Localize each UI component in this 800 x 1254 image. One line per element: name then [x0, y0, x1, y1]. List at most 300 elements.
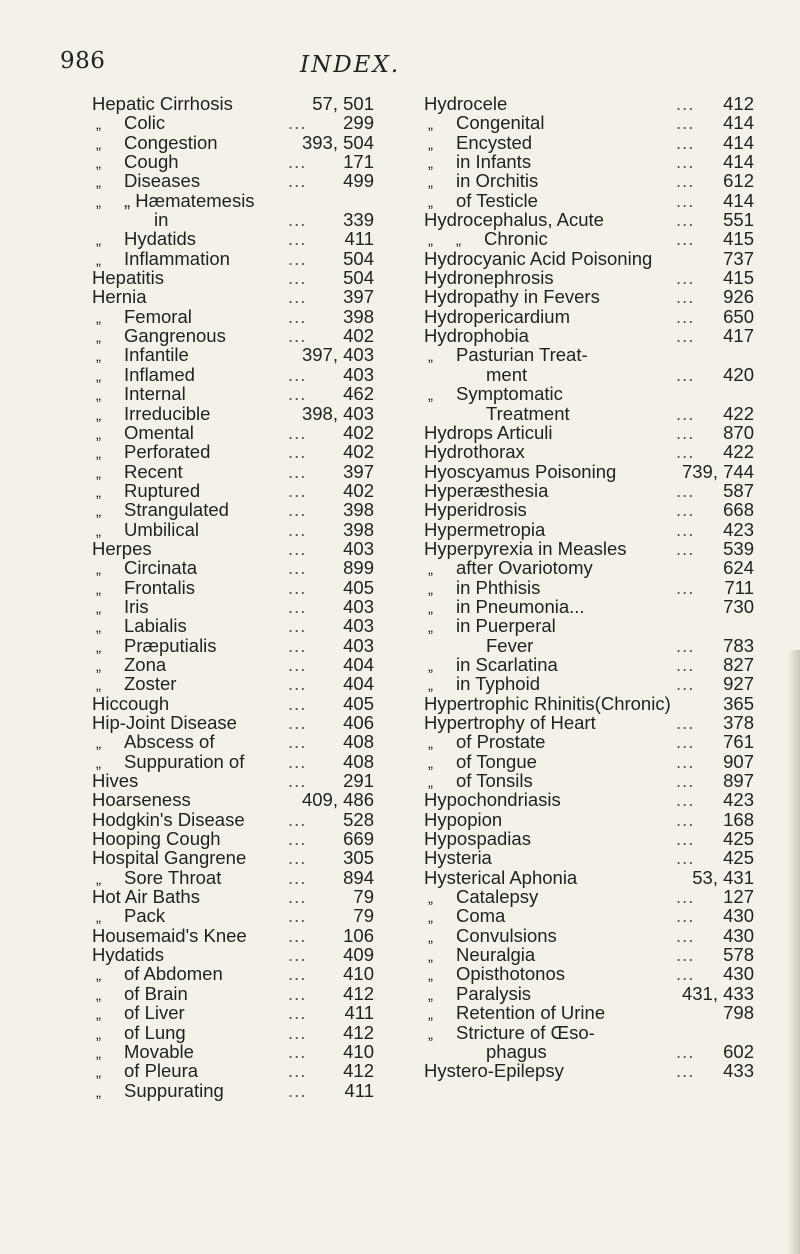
leader-dots: ... — [288, 325, 307, 347]
index-pages: 398 — [343, 518, 374, 540]
leader-dots: ... — [676, 576, 695, 598]
index-pages: 761 — [723, 731, 754, 753]
ditto-mark: „ — [96, 599, 101, 617]
index-pages: 783 — [723, 634, 754, 656]
index-pages: 739, 744 — [681, 460, 754, 482]
leader-dots: ... — [288, 112, 307, 134]
index-pages: 414 — [723, 112, 754, 134]
index-entry — [424, 810, 754, 829]
ditto-mark: „ — [428, 909, 433, 927]
ditto-mark: „ — [96, 735, 101, 753]
ditto-mark: „ — [428, 754, 433, 772]
index-term-text: Hot Air Baths — [92, 886, 200, 908]
index-pages: 404 — [343, 653, 374, 675]
index-term-text: Hystero-Epilepsy — [424, 1060, 564, 1082]
index-term-text: Hepatitis — [92, 267, 164, 289]
index-term-text: Paralysis — [456, 982, 532, 1004]
ditto-mark: „ — [96, 425, 101, 443]
leader-dots: ... — [288, 692, 307, 714]
leader-dots: ... — [676, 750, 695, 772]
index-term — [424, 307, 570, 326]
index-term-text: in Pneumonia... — [456, 595, 585, 617]
index-term — [92, 945, 164, 964]
index-pages: 425 — [723, 847, 754, 869]
index-entry — [424, 655, 754, 674]
index-entry — [92, 732, 374, 751]
index-entry — [424, 984, 754, 1003]
leader-dots: ... — [676, 170, 695, 192]
index-pages: 171 — [343, 151, 374, 173]
index-entry — [424, 868, 754, 887]
index-term — [424, 442, 525, 461]
index-pages: 397 — [343, 460, 374, 482]
index-entry — [92, 558, 374, 577]
leader-dots: ... — [676, 924, 695, 946]
ditto-mark: „ — [428, 774, 433, 792]
index-term-text: „ Hæmatemesis — [124, 189, 255, 211]
index-term-text: after Ovariotomy — [456, 557, 593, 579]
index-entry — [92, 713, 374, 732]
index-term — [424, 810, 502, 829]
index-term — [92, 694, 169, 713]
index-term — [424, 210, 604, 229]
index-term-text: Diseases — [124, 170, 201, 192]
index-term-text: Hypospadias — [424, 828, 531, 850]
index-entry — [92, 636, 374, 655]
ditto-mark: „ — [96, 503, 101, 521]
index-pages: 431, 433 — [681, 982, 754, 1004]
leader-dots: ... — [676, 209, 695, 231]
index-pages: 365 — [723, 692, 754, 714]
index-pages: 420 — [723, 363, 754, 385]
index-term-text: Hydrothorax — [424, 441, 525, 463]
index-pages: 528 — [343, 808, 374, 830]
leader-dots: ... — [288, 595, 307, 617]
index-term — [96, 1081, 224, 1102]
index-entry — [424, 732, 754, 751]
index-term — [96, 210, 168, 229]
index-term-text: Hydrophobia — [424, 325, 529, 347]
index-term-text: Coma — [456, 905, 506, 927]
index-entry — [424, 578, 754, 597]
index-term-text: in Typhoid — [456, 673, 540, 695]
leader-dots: ... — [676, 731, 695, 753]
index-pages: 430 — [723, 963, 754, 985]
ditto-mark: „ — [96, 561, 101, 579]
index-entry — [92, 481, 374, 500]
ditto-mark: „ — [96, 464, 101, 482]
index-entry — [92, 887, 374, 906]
index-term-text: Frontalis — [124, 576, 195, 598]
index-entry — [424, 1003, 754, 1022]
index-column-right — [424, 94, 754, 1081]
index-entry — [92, 984, 374, 1003]
index-pages: 412 — [343, 982, 374, 1004]
index-entry — [424, 191, 754, 210]
leader-dots: ... — [676, 151, 695, 173]
index-pages: 405 — [343, 576, 374, 598]
index-term-text: of Prostate — [456, 731, 546, 753]
index-term-text: of Brain — [124, 982, 188, 1004]
index-entry — [92, 790, 374, 809]
ditto-mark: „ — [428, 1025, 433, 1043]
index-pages: 378 — [723, 712, 754, 733]
index-entry — [92, 133, 374, 152]
index-entry — [424, 1023, 754, 1042]
page-title: INDEX. — [300, 52, 401, 78]
leader-dots: ... — [676, 112, 695, 134]
index-pages: 339 — [343, 209, 374, 231]
index-term-text: Labialis — [124, 615, 187, 637]
index-entry — [424, 442, 754, 461]
index-pages: 412 — [723, 93, 754, 114]
index-term-text: Hyperæsthesia — [424, 479, 549, 501]
index-term-text: Encysted — [456, 131, 533, 153]
index-entry — [424, 249, 754, 268]
index-pages: 393, 504 — [301, 131, 374, 153]
leader-dots: ... — [288, 151, 307, 173]
index-pages: 106 — [343, 924, 374, 946]
ditto-mark: „ — [428, 967, 433, 985]
index-pages: 730 — [723, 595, 754, 617]
index-pages: 504 — [343, 247, 374, 269]
index-term — [92, 926, 247, 945]
index-pages: 168 — [723, 808, 754, 830]
index-pages: 412 — [343, 1060, 374, 1082]
index-term — [424, 1061, 564, 1080]
index-entry — [92, 810, 374, 829]
leader-dots: ... — [676, 93, 695, 114]
index-entry — [424, 752, 754, 771]
index-term-text: Hyperidrosis — [424, 499, 527, 521]
index-entry — [424, 520, 754, 539]
index-entry — [424, 307, 754, 326]
index-entry — [92, 616, 374, 635]
leader-dots: ... — [676, 131, 695, 153]
index-term-text: Hydronephrosis — [424, 267, 554, 289]
ditto-mark: „ — [96, 232, 101, 250]
index-pages: 398 — [343, 499, 374, 521]
index-pages: 907 — [723, 750, 754, 772]
index-pages: 578 — [723, 944, 754, 966]
index-pages: 402 — [343, 325, 374, 347]
leader-dots: ... — [676, 267, 695, 289]
index-term — [424, 520, 545, 539]
index-term — [424, 94, 507, 113]
ditto-mark: „ — [456, 232, 461, 250]
index-entry — [424, 462, 754, 481]
leader-dots: ... — [288, 731, 307, 753]
ditto-mark: „ — [96, 445, 101, 463]
ditto-mark: „ — [428, 348, 433, 366]
leader-dots: ... — [288, 866, 307, 888]
index-entry — [424, 887, 754, 906]
index-pages: 79 — [353, 886, 374, 908]
index-entry — [92, 539, 374, 558]
leader-dots: ... — [288, 886, 307, 908]
ditto-mark: „ — [96, 657, 101, 675]
leader-dots: ... — [288, 499, 307, 521]
index-pages: 414 — [723, 131, 754, 153]
index-term-text: Stricture of Œso- — [456, 1021, 595, 1043]
index-term — [424, 423, 553, 442]
index-pages: 408 — [343, 731, 374, 753]
ditto-mark: „ — [428, 735, 433, 753]
index-term-text: of Pleura — [124, 1060, 199, 1082]
leader-dots: ... — [676, 305, 695, 327]
index-term-text: Hypermetropia — [424, 518, 546, 540]
index-term — [92, 713, 237, 732]
index-pages: 408 — [343, 750, 374, 772]
leader-dots: ... — [676, 905, 695, 927]
index-term-text: Internal — [124, 383, 186, 405]
leader-dots: ... — [676, 1040, 695, 1062]
index-term-text: Suppuration of — [124, 750, 245, 772]
leader-dots: ... — [288, 944, 307, 966]
ditto-mark: „ — [428, 677, 433, 695]
leader-dots: ... — [288, 518, 307, 540]
index-term-text: Hydrocyanic Acid Poisoning — [424, 247, 653, 269]
index-term-text: Fever — [486, 634, 534, 656]
index-term-text: Pack — [124, 905, 166, 927]
index-term-text: Chronic — [484, 228, 548, 250]
index-pages: 397 — [343, 286, 374, 308]
index-term-text: Hysteria — [424, 847, 492, 869]
index-entry — [424, 268, 754, 287]
index-pages: 291 — [343, 770, 374, 792]
ditto-mark: „ — [428, 619, 433, 637]
ditto-mark: „ — [96, 638, 101, 656]
index-entry — [92, 848, 374, 867]
index-entry — [92, 345, 374, 364]
index-pages: 737 — [723, 247, 754, 269]
leader-dots: ... — [676, 789, 695, 811]
ditto-mark: „ — [428, 657, 433, 675]
index-term-text: Inflammation — [124, 247, 230, 269]
index-entry — [92, 926, 374, 945]
index-term-text: Cough — [124, 151, 179, 173]
index-pages: 668 — [723, 499, 754, 521]
leader-dots: ... — [676, 653, 695, 675]
index-pages: 411 — [344, 228, 374, 250]
index-pages: 539 — [723, 537, 754, 559]
index-term — [424, 481, 548, 500]
ditto-mark: „ — [96, 1064, 101, 1082]
index-term-text: Retention of Urine — [456, 1002, 606, 1024]
index-entry — [424, 771, 754, 790]
leader-dots: ... — [288, 828, 307, 850]
index-pages: 798 — [723, 1002, 754, 1024]
index-term — [424, 829, 531, 848]
index-entry — [424, 171, 754, 190]
index-term-text: in Phthisis — [456, 576, 541, 598]
index-entry — [424, 926, 754, 945]
leader-dots: ... — [288, 267, 307, 289]
index-pages: 422 — [723, 402, 754, 424]
leader-dots: ... — [288, 924, 307, 946]
index-term — [424, 713, 596, 732]
index-term — [428, 404, 570, 423]
leader-dots: ... — [288, 963, 307, 985]
index-term-text: Neuralgia — [456, 944, 536, 966]
leader-dots: ... — [676, 402, 695, 424]
index-term-text: Hydatids — [124, 228, 196, 250]
index-entry — [92, 1081, 374, 1100]
index-pages: 305 — [343, 847, 374, 869]
page-number: 986 — [60, 48, 106, 74]
index-pages: 417 — [723, 325, 754, 347]
index-entry — [424, 829, 754, 848]
index-term — [424, 287, 600, 306]
index-term-text: Abscess of — [124, 731, 215, 753]
leader-dots: ... — [288, 247, 307, 269]
index-entry — [424, 713, 754, 732]
index-entry — [424, 790, 754, 809]
index-entry — [92, 152, 374, 171]
index-term-text: Hepatic Cirrhosis — [92, 93, 233, 114]
index-entry — [424, 404, 754, 423]
index-pages: 433 — [723, 1060, 754, 1082]
index-term-text: Ruptured — [124, 479, 201, 501]
index-term — [424, 500, 527, 519]
index-term-text: in — [154, 209, 169, 231]
leader-dots: ... — [676, 963, 695, 985]
index-entry — [92, 404, 374, 423]
index-pages: 551 — [723, 209, 754, 231]
index-term — [428, 365, 527, 384]
index-term-text: Zona — [124, 653, 167, 675]
ditto-mark: „ — [96, 522, 101, 540]
index-term-text: Hip-Joint Disease — [92, 712, 237, 733]
ditto-mark: „ — [96, 1044, 101, 1062]
leader-dots: ... — [676, 944, 695, 966]
index-entry — [424, 365, 754, 384]
index-pages: 926 — [723, 286, 754, 308]
index-pages: 423 — [723, 518, 754, 540]
index-pages: 403 — [343, 363, 374, 385]
ditto-mark: „ — [428, 155, 433, 173]
index-pages: 415 — [723, 228, 754, 250]
ditto-mark: „ — [428, 232, 433, 250]
index-pages: 412 — [343, 1021, 374, 1043]
leader-dots: ... — [288, 982, 307, 1004]
index-pages: 57, 501 — [312, 93, 374, 114]
index-entry — [424, 616, 754, 635]
index-term — [92, 790, 191, 809]
index-entry — [92, 171, 374, 190]
leader-dots: ... — [288, 1021, 307, 1043]
index-pages: 397, 403 — [301, 344, 374, 366]
leader-dots: ... — [676, 886, 695, 908]
index-term-text: Hydatids — [92, 944, 164, 966]
index-term — [424, 539, 627, 558]
index-entry — [92, 229, 374, 248]
ditto-mark: „ — [96, 754, 101, 772]
index-pages: 602 — [723, 1040, 754, 1062]
index-entry — [424, 597, 754, 616]
ditto-mark: „ — [428, 580, 433, 598]
ditto-mark: „ — [96, 193, 101, 211]
index-term-text: in Scarlatina — [456, 653, 558, 675]
index-entry — [424, 152, 754, 171]
index-entry — [92, 384, 374, 403]
index-term-text: Symptomatic — [456, 383, 563, 405]
leader-dots: ... — [676, 441, 695, 463]
index-term-text: Hoarseness — [92, 789, 191, 811]
index-pages: 403 — [343, 615, 374, 637]
ditto-mark: „ — [428, 193, 433, 211]
index-term-text: Hydropericardium — [424, 305, 570, 327]
index-pages: 462 — [343, 383, 374, 405]
index-entry — [424, 848, 754, 867]
ditto-mark: „ — [96, 348, 101, 366]
index-entry — [424, 345, 754, 364]
index-pages: 425 — [723, 828, 754, 850]
index-entry — [92, 578, 374, 597]
index-entry — [424, 945, 754, 964]
index-entry — [424, 133, 754, 152]
ditto-mark: „ — [96, 1006, 101, 1024]
leader-dots: ... — [676, 1060, 695, 1082]
ditto-mark: „ — [96, 909, 101, 927]
index-term-text: Recent — [124, 460, 183, 482]
leader-dots: ... — [676, 847, 695, 869]
index-entry — [424, 1061, 754, 1080]
leader-dots: ... — [288, 905, 307, 927]
ditto-mark: „ — [428, 928, 433, 946]
index-entry — [424, 287, 754, 306]
index-term — [424, 326, 529, 345]
index-pages: 415 — [723, 267, 754, 289]
index-entry — [92, 249, 374, 268]
index-entry — [92, 906, 374, 925]
index-term-text: Perforated — [124, 441, 211, 463]
index-pages: 402 — [343, 441, 374, 463]
index-pages: 409 — [343, 944, 374, 966]
leader-dots: ... — [288, 808, 307, 830]
ditto-mark: „ — [428, 1006, 433, 1024]
index-pages: 423 — [723, 789, 754, 811]
ditto-mark: „ — [96, 870, 101, 888]
index-term — [92, 771, 138, 790]
index-entry — [92, 655, 374, 674]
index-pages: 411 — [344, 1079, 374, 1101]
index-term — [92, 810, 245, 829]
leader-dots: ... — [676, 808, 695, 830]
leader-dots: ... — [288, 576, 307, 598]
leader-dots: ... — [288, 305, 307, 327]
index-pages: 405 — [343, 692, 374, 714]
leader-dots: ... — [676, 673, 695, 695]
index-entry — [92, 365, 374, 384]
index-pages: 414 — [723, 189, 754, 211]
ditto-mark: „ — [96, 580, 101, 598]
ditto-mark: „ — [96, 986, 101, 1004]
index-term — [424, 249, 652, 268]
leader-dots: ... — [288, 712, 307, 733]
index-pages: 612 — [723, 170, 754, 192]
index-term-text: Femoral — [124, 305, 192, 327]
ditto-mark: „ — [428, 116, 433, 134]
index-term-text: Catalepsy — [456, 886, 539, 908]
leader-dots: ... — [288, 170, 307, 192]
leader-dots: ... — [288, 363, 307, 385]
index-entry — [92, 674, 374, 693]
index-term-text: Infantile — [124, 344, 189, 366]
index-term-text: of Abdomen — [124, 963, 223, 985]
index-term-text: Congenital — [456, 112, 545, 134]
index-pages: 897 — [723, 770, 754, 792]
